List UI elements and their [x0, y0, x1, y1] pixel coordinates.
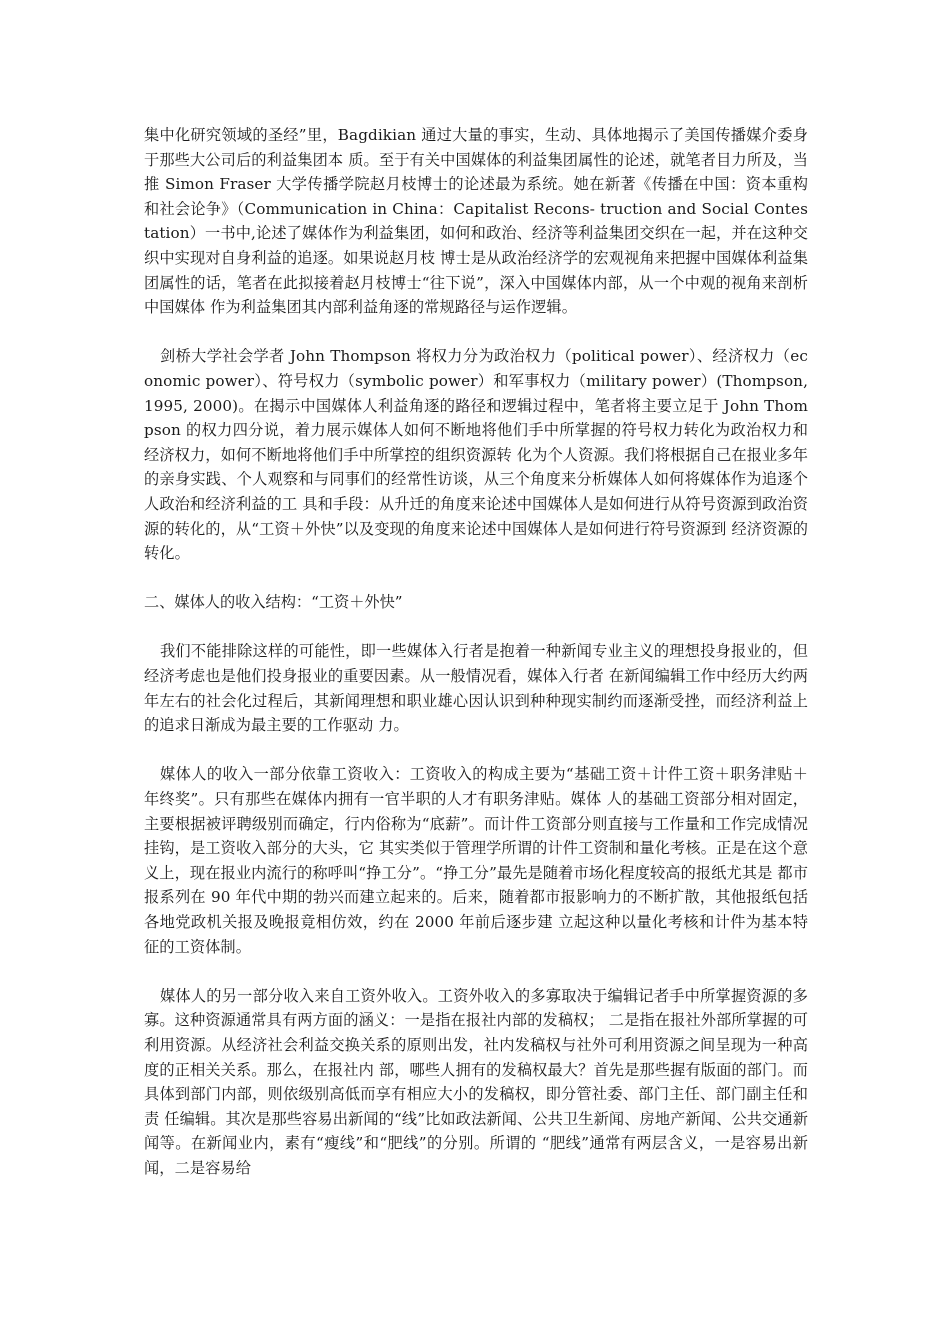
paragraph-thompson-power: 剑桥大学社会学者 John Thompson 将权力分为政治权力（political power）、经济权力（economic power）、符号权力（symbolic power）和军事权力（military power）(Thompson, 1995, 2000)。在揭示中国媒体人利益角逐的路径和逻辑过程中，笔者将主要立足于 John Thompson 的权力四分说，着力展示媒体人如何不断地将他们手中所掌握的符号权力转化为政治权力和经济权力，如何不断地将他们手中所掌控的组织资源转 化为个人资源。我们将根据自己在报业多年的亲身实践、个人观察和与同事们的经常性访谈，从三个角度来分析媒体人如何将媒体作为追逐个人政治和经济利益的工 具和手段：从升迁的角度来论述中国媒体人是如何进行从符号资源到政治资源的转化的，从“工资＋外快”以及变现的角度来论述中国媒体人是如何进行符号资源到 经济资源的转化。 — [144, 347, 808, 563]
paragraph-extra-income: 媒体人的另一部分收入来自工资外收入。工资外收入的多寡取决于编辑记者手中所掌握资源的多寡。这种资源通常具有两方面的涵义：一是指在报社内部的发稿权； 二是指在报社外部所掌握的可利用资源。从经济社会利益交换关系的原则出发，社内发稿权与社外可利用资源之间呈现为一种高度的正相关关系。那么，在报社内 部，哪些人拥有的发稿权最大？首先是那些握有版面的部门。而具体到部门内部，则依级别高低而享有相应大小的发稿权，即分管社委、部门主任、部门副主任和责 任编辑。其次是那些容易出新闻的“线”比如政法新闻、公共卫生新闻、房地产新闻、公共交通新闻等。在新闻业内，素有“瘦线”和“肥线”的分别。所谓的 “肥线”通常有两层含义，一是容易出新闻，二是容易给 — [144, 986, 808, 1177]
paragraph-salary-structure: 媒体人的收入一部分依靠工资收入：工资收入的构成主要为“基础工资＋计件工资＋职务津贴＋年终奖”。只有那些在媒体内拥有一官半职的人才有职务津贴。媒体 人的基础工资部分相对固定，主要根据被评聘级别而确定，行内俗称为“底薪”。而计件工资部分则直接与工作量和工作完成情况挂钩，是工资收入部分的大头，它 其实类似于管理学所谓的计件工资制和量化考核。正是在这个意义上，现在报业内流行的称呼叫“挣工分”。“挣工分”最先是随着市场化程度较高的报纸尤其是 都市报系列在 90 年代中期的勃兴而建立起来的。后来，随着都市报影响力的不断扩散，其他报纸包括各地党政机关报及晚报竟相仿效，约在 2000 年前后逐步建 立起这种以量化考核和计件为基本特征的工资体制。 — [144, 765, 808, 956]
paragraph-gap — [144, 959, 808, 984]
document-body — [144, 123, 808, 1181]
paragraph-gap — [144, 615, 808, 640]
section-heading: 二、媒体人的收入结构：“工资＋外快” — [144, 593, 403, 612]
paragraph-gap — [144, 738, 808, 763]
paragraph-gap — [144, 320, 808, 345]
paragraph-intro-continuation: 集中化研究领域的圣经”里，Bagdikian 通过大量的事实，生动、具体地揭示了美国传播媒介委身于那些大公司后的利益集团本 质。至于有关中国媒体的利益集团属性的论述，就笔者目力所及，当推 Simon Fraser 大学传播学院赵月枝博士的论述最为系统。她在新著《传播在中国：资本重构和社会论争》（Communication in China：Capitalist Recons- truction and Social Contestation）一书中,论述了媒体作为利益集团，如何和政治、经济等利益集团交织在一起，并在这种交织中实现对自身利益的追逐。如果说赵月枝 博士是从政治经济学的宏观视角来把握中国媒体利益集团属性的话，笔者在此拟接着赵月枝博士“往下说”，深入中国媒体内部，从一个中观的视角来剖析中国媒体 作为利益集团其内部利益角逐的常规路径与运作逻辑。 — [144, 126, 808, 317]
paragraph-career-motivation: 我们不能排除这样的可能性，即一些媒体入行者是抱着一种新闻专业主义的理想投身报业的，但经济考虑也是他们投身报业的重要因素。从一般情况看，媒体入行者 在新闻编辑工作中经历大约两年左右的社会化过程后，其新闻理想和职业雄心因认识到种种现实制约而逐渐受挫，而经济利益上的追求日渐成为最主要的工作驱动 力。 — [144, 642, 808, 735]
paragraph-gap — [144, 566, 808, 591]
